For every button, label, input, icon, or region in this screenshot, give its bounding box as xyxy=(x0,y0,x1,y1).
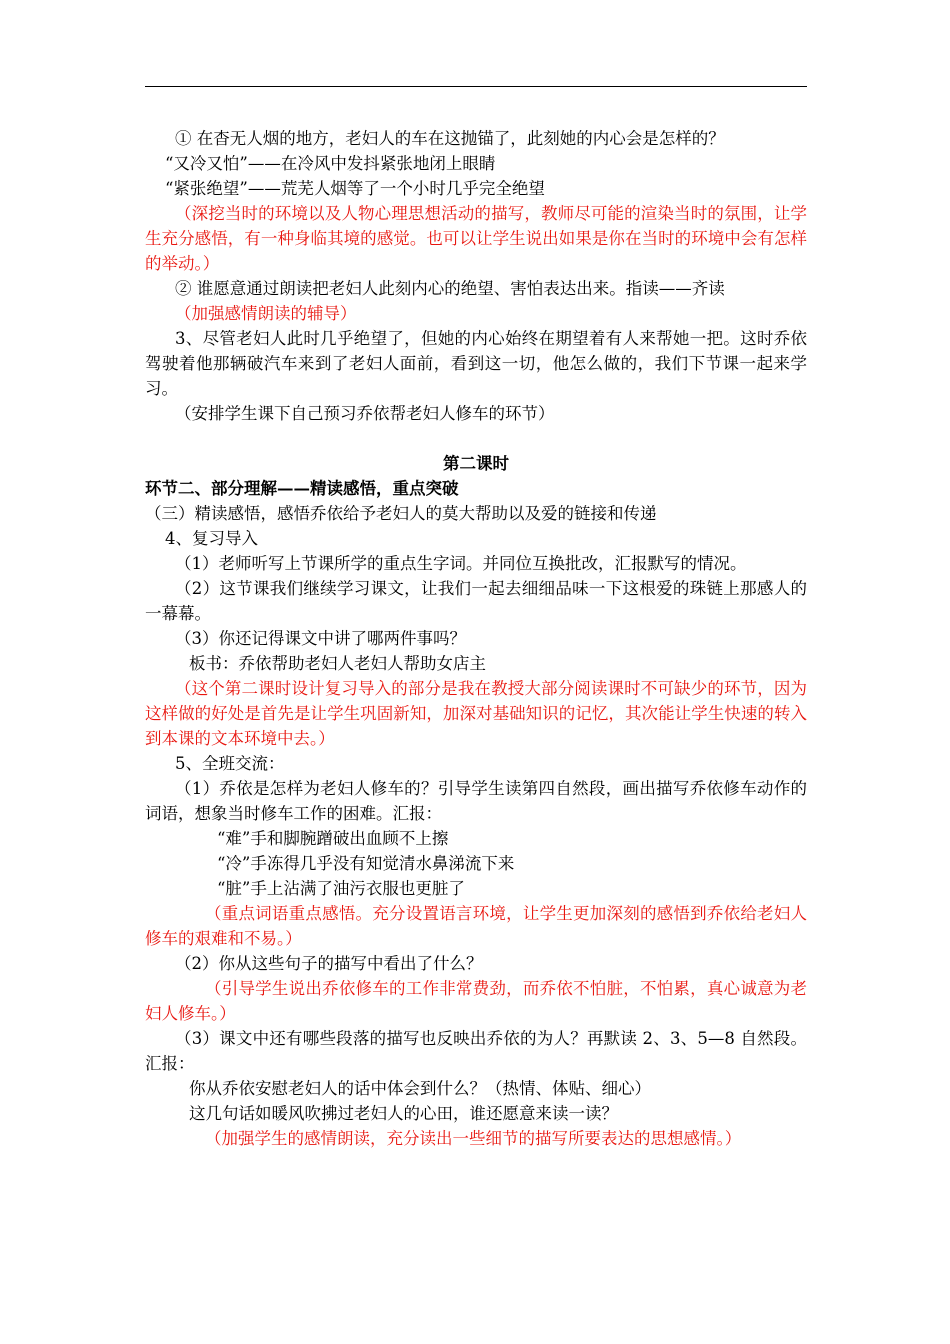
paragraph: ② 谁愿意通过朗读把老妇人此刻内心的绝望、害怕表达出来。指读——齐读 xyxy=(175,279,725,298)
spacer xyxy=(145,426,807,451)
annotation-note: （重点词语重点感悟。充分设置语言环境，让学生更加深刻的感悟到乔依给老妇人修车的艰难和不易。） xyxy=(145,904,807,948)
annotation-note: （加强学生的感情朗读，充分读出一些细节的描写所要表达的思想感情。） xyxy=(205,1129,742,1148)
paragraph: 4、复习导入 xyxy=(165,529,258,548)
paragraph: “紧张绝望”——荒芜人烟等了一个小时几乎完全绝望 xyxy=(165,179,545,198)
paragraph: 板书：乔依帮助老妇人老妇人帮助女店主 xyxy=(189,654,486,673)
annotation-note: （深挖当时的环境以及人物心理思想活动的描写，教师尽可能的渲染当时的氛围，让学生充分感悟，有一种身临其境的感觉。也可以让学生说出如果是你在当时的环境中会有怎样的举动。） xyxy=(145,204,807,273)
paragraph: （3）你还记得课文中讲了哪两件事吗？ xyxy=(175,629,466,648)
paragraph: 3、尽管老妇人此时几乎绝望了，但她的内心始终在期望着有人来帮她一把。这时乔依驾驶着他那辆破汽车来到了老妇人面前，看到这一切，他怎么做的，我们下节课一起来学习。 xyxy=(145,329,807,398)
paragraph: 你从乔依安慰老妇人的话中体会到什么？（热情、体贴、细心） xyxy=(189,1079,651,1098)
paragraph: （1）老师听写上节课所学的重点生字词。并同位互换批改，汇报默写的情况。 xyxy=(175,554,747,573)
paragraph: 这几句话如暖风吹拂过老妇人的心田，谁还愿意来读一读？ xyxy=(189,1104,618,1123)
annotation-note: （加强感情朗读的辅导） xyxy=(175,304,357,323)
annotation-note: （引导学生说出乔依修车的工作非常费劲，而乔依不怕脏，不怕累，真心诚意为老妇人修车。） xyxy=(145,979,807,1023)
paragraph: “脏”手上沾满了油污衣服也更脏了 xyxy=(217,879,465,898)
paragraph: “难”手和脚腕蹭破出血顾不上擦 xyxy=(217,829,449,848)
section-title: 第二课时 xyxy=(443,454,509,473)
section-heading: 环节二、部分理解——精读感悟，重点突破 xyxy=(145,479,459,498)
paragraph: （1）乔依是怎样为老妇人修车的？引导学生读第四自然段，画出描写乔依修车动作的词语，想象当时修车工作的困难。汇报： xyxy=(145,779,807,823)
paragraph: ① 在杳无人烟的地方，老妇人的车在这抛锚了，此刻她的内心会是怎样的？ xyxy=(175,129,725,148)
document-body xyxy=(145,126,807,1151)
paragraph: （2）你从这些句子的描写中看出了什么？ xyxy=(175,954,483,973)
paragraph: （2）这节课我们继续学习课文，让我们一起去细细品味一下这根爱的珠链上那感人的一幕幕。 xyxy=(145,579,807,623)
paragraph: 5、全班交流： xyxy=(175,754,285,773)
annotation-note: （这个第二课时设计复习导入的部分是我在教授大部分阅读课时不可缺少的环节，因为这样做的好处是首先是让学生巩固新知，加深对基础知识的记忆，其次能让学生快速的转入到本课的文本环境中去。） xyxy=(145,679,807,748)
paragraph: “又冷又怕”——在冷风中发抖紧张地闭上眼睛 xyxy=(165,154,496,173)
paragraph: （3）课文中还有哪些段落的描写也反映出乔依的为人？再默读 2、3、5—8 自然段。汇报： xyxy=(145,1029,807,1073)
paragraph: （三）精读感悟，感悟乔依给予老妇人的莫大帮助以及爱的链接和传递 xyxy=(145,504,657,523)
paragraph: （安排学生课下自己预习乔依帮老妇人修车的环节） xyxy=(175,404,555,423)
header-rule xyxy=(145,86,807,87)
paragraph: “冷”手冻得几乎没有知觉清水鼻涕流下来 xyxy=(217,854,515,873)
